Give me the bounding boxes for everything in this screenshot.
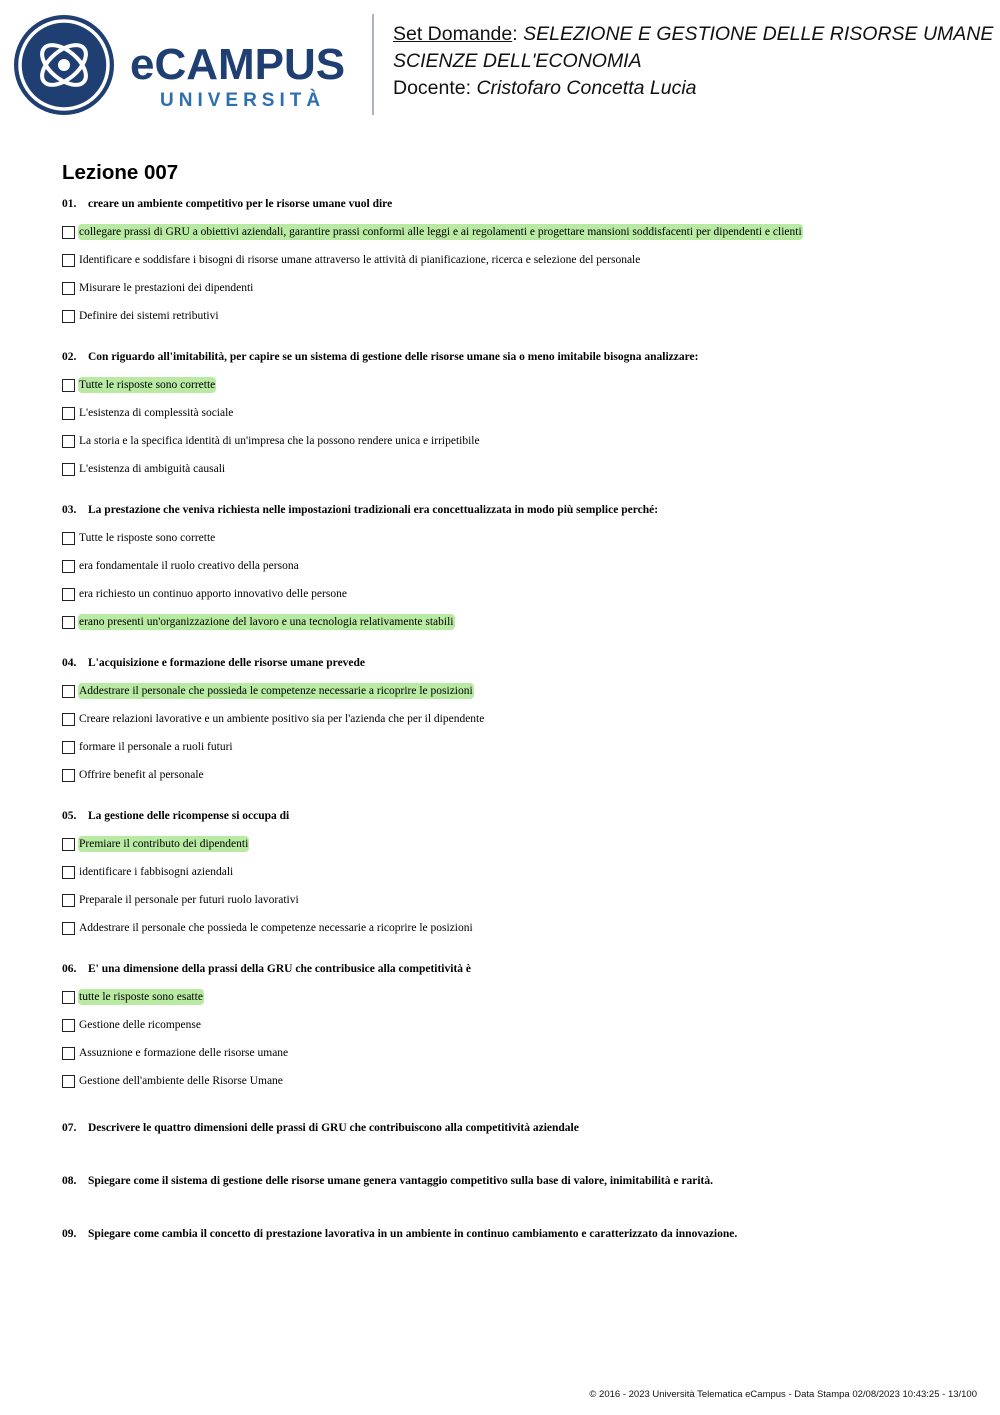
answer-label: Tutte le risposte sono corrette xyxy=(79,379,216,391)
answer-checkbox[interactable] xyxy=(62,1019,75,1032)
question-label: Spiegare come cambia il concetto di prestazione lavorativa in un ambiente in continuo cambiamento e caratterizzato da innovazione. xyxy=(88,1228,738,1240)
answer-option[interactable] xyxy=(62,761,982,789)
header-divider xyxy=(372,14,374,115)
answer-checkbox[interactable] xyxy=(62,894,75,907)
logo-wordmark: eCAMPUS xyxy=(130,40,346,89)
question-number: 08. xyxy=(62,1175,77,1187)
question-text xyxy=(62,1108,982,1148)
ecampus-emblem-icon xyxy=(12,12,362,134)
answer-option[interactable] xyxy=(62,983,982,1011)
answer-label: Preparale il personale per futuri ruolo lavorativi xyxy=(79,894,299,906)
question-label: E' una dimensione della prassi della GRU che contribusice alla competitività è xyxy=(88,963,472,975)
answer-label: L'esistenza di complessità sociale xyxy=(79,407,234,419)
question-block xyxy=(62,343,982,483)
question-block xyxy=(62,496,982,636)
question-number: 06. xyxy=(62,963,77,975)
teacher-name: Cristofaro Concetta Lucia xyxy=(476,77,697,99)
answer-label: erano presenti un'organizzazione del lavoro e una tecnologia relativamente stabili xyxy=(79,616,454,628)
logo-subtitle: UNIVERSITÀ xyxy=(160,90,326,111)
question-block xyxy=(62,649,982,789)
answer-checkbox[interactable] xyxy=(62,1075,75,1088)
answer-option[interactable] xyxy=(62,608,982,636)
answer-option[interactable] xyxy=(62,886,982,914)
answer-option[interactable] xyxy=(62,552,982,580)
answer-checkbox[interactable] xyxy=(62,685,75,698)
answer-label: Definire dei sistemi retributivi xyxy=(79,310,219,322)
answer-option[interactable] xyxy=(62,1011,982,1039)
question-list xyxy=(62,190,982,1267)
lesson-title: Lezione 007 xyxy=(62,161,179,184)
answer-checkbox[interactable] xyxy=(62,713,75,726)
answer-checkbox[interactable] xyxy=(62,463,75,476)
question-number: 02. xyxy=(62,351,77,363)
answer-option[interactable] xyxy=(62,371,982,399)
answer-label: era richiesto un continuo apporto innovativo delle persone xyxy=(79,588,347,600)
question-number: 09. xyxy=(62,1228,77,1240)
set-separator: : xyxy=(512,23,524,45)
question-block xyxy=(62,1108,982,1148)
answer-label: Gestione dell'ambiente delle Risorse Umane xyxy=(79,1075,283,1087)
page-footer: © 2016 - 2023 Università Telematica eCampus - Data Stampa 02/08/2023 10:43:25 - 13/100 xyxy=(589,1389,977,1400)
answer-option[interactable] xyxy=(62,1039,982,1067)
answer-option[interactable] xyxy=(62,705,982,733)
answer-option[interactable] xyxy=(62,524,982,552)
answer-label: formare il personale a ruoli futuri xyxy=(79,741,233,753)
answer-label: Creare relazioni lavorative e un ambiente positivo sia per l'azienda che per il dipendente xyxy=(79,713,485,725)
answer-option[interactable] xyxy=(62,302,982,330)
answer-label: Misurare le prestazioni dei dipendenti xyxy=(79,282,254,294)
answer-label: Identificare e soddisfare i bisogni di risorse umane attraverso le attività di pianificazione, ricerca e selezione del personale xyxy=(79,254,641,266)
answer-checkbox[interactable] xyxy=(62,560,75,573)
answer-label: Addestrare il personale che possieda le competenze necessarie a ricoprire le posizioni xyxy=(79,922,473,934)
answer-label: Assuznione e formazione delle risorse umane xyxy=(79,1047,289,1059)
answer-checkbox[interactable] xyxy=(62,282,75,295)
question-block xyxy=(62,1161,982,1201)
answer-option[interactable] xyxy=(62,455,982,483)
question-block xyxy=(62,190,982,330)
answer-checkbox[interactable] xyxy=(62,435,75,448)
answer-label: tutte le risposte sono esatte xyxy=(79,991,203,1003)
answer-checkbox[interactable] xyxy=(62,741,75,754)
answer-checkbox[interactable] xyxy=(62,616,75,629)
question-text xyxy=(62,496,982,524)
answer-option[interactable] xyxy=(62,1067,982,1095)
answer-option[interactable] xyxy=(62,830,982,858)
question-text xyxy=(62,343,982,371)
answer-checkbox[interactable] xyxy=(62,588,75,601)
question-number: 07. xyxy=(62,1122,77,1134)
question-block xyxy=(62,1214,982,1254)
question-text xyxy=(62,190,982,218)
course-line-1 xyxy=(393,21,993,48)
answer-checkbox[interactable] xyxy=(62,226,75,239)
answer-option[interactable] xyxy=(62,914,982,942)
question-number: 05. xyxy=(62,810,77,822)
question-number: 04. xyxy=(62,657,77,669)
answer-option[interactable] xyxy=(62,858,982,886)
answer-option[interactable] xyxy=(62,580,982,608)
question-label: Con riguardo all'imitabilità, per capire se un sistema di gestione delle risorse umane sia o meno imitabile bisogna analizzare: xyxy=(88,351,699,363)
question-label: La gestione delle ricompense si occupa di xyxy=(88,810,290,822)
set-label: Set Domande xyxy=(393,23,513,45)
answer-label: identificare i fabbisogni aziendali xyxy=(79,866,234,878)
question-text xyxy=(62,1161,982,1201)
answer-label: La storia e la specifica identità di un'impresa che la possono rendere unica e irripetibile xyxy=(79,435,480,447)
answer-label: Tutte le risposte sono corrette xyxy=(79,532,216,544)
question-number: 01. xyxy=(62,198,77,210)
answer-checkbox[interactable] xyxy=(62,1047,75,1060)
question-text xyxy=(62,955,982,983)
answer-option[interactable] xyxy=(62,399,982,427)
answer-label: L'esistenza di ambiguità causali xyxy=(79,463,226,475)
question-text xyxy=(62,649,982,677)
answer-option[interactable] xyxy=(62,677,982,705)
question-text xyxy=(62,802,982,830)
question-label: Spiegare come il sistema di gestione delle risorse umane genera vantaggio competitivo sulla base di valore, inimitabilità e rarità. xyxy=(88,1175,713,1187)
teacher-label: Docente: xyxy=(393,77,477,99)
course-name: SELEZIONE E GESTIONE DELLE RISORSE UMANE xyxy=(523,23,994,45)
answer-checkbox[interactable] xyxy=(62,838,75,851)
answer-option[interactable] xyxy=(62,274,982,302)
answer-checkbox[interactable] xyxy=(62,310,75,323)
answer-checkbox[interactable] xyxy=(62,922,75,935)
ecampus-logo xyxy=(12,12,362,134)
answer-label: collegare prassi di GRU a obiettivi aziendali, garantire prassi conformi alle leggi e ai regolamenti e progettare mansioni soddisfacenti per dipendenti e clienti xyxy=(79,226,802,238)
answer-option[interactable] xyxy=(62,733,982,761)
question-block xyxy=(62,802,982,942)
answer-option[interactable] xyxy=(62,218,982,246)
question-label: La prestazione che veniva richiesta nelle impostazioni tradizionali era concettualizzata in modo più semplice perché: xyxy=(88,504,659,516)
course-line-2: SCIENZE DELL'ECONOMIA xyxy=(393,50,642,72)
answer-label: Gestione delle ricompense xyxy=(79,1019,201,1031)
question-label: creare un ambiente competitivo per le risorse umane vuol dire xyxy=(88,198,393,210)
question-label: L'acquisizione e formazione delle risorse umane prevede xyxy=(88,657,366,669)
answer-label: Premiare il contributo dei dipendenti xyxy=(79,838,249,850)
answer-checkbox[interactable] xyxy=(62,379,75,392)
answer-checkbox[interactable] xyxy=(62,254,75,267)
question-label: Descrivere le quattro dimensioni delle prassi di GRU che contribuiscono alla competitività aziendale xyxy=(88,1122,579,1134)
header-info xyxy=(393,21,993,102)
question-text xyxy=(62,1214,982,1254)
question-block xyxy=(62,955,982,1095)
answer-checkbox[interactable] xyxy=(62,407,75,420)
answer-checkbox[interactable] xyxy=(62,532,75,545)
answer-checkbox[interactable] xyxy=(62,866,75,879)
teacher-line xyxy=(393,75,993,102)
answer-label: era fondamentale il ruolo creativo della persona xyxy=(79,560,299,572)
answer-label: Offrire benefit al personale xyxy=(79,769,204,781)
question-number: 03. xyxy=(62,504,77,516)
answer-option[interactable] xyxy=(62,427,982,455)
answer-checkbox[interactable] xyxy=(62,769,75,782)
answer-checkbox[interactable] xyxy=(62,991,75,1004)
answer-label: Addestrare il personale che possieda le competenze necessarie a ricoprire le posizioni xyxy=(79,685,473,697)
answer-option[interactable] xyxy=(62,246,982,274)
